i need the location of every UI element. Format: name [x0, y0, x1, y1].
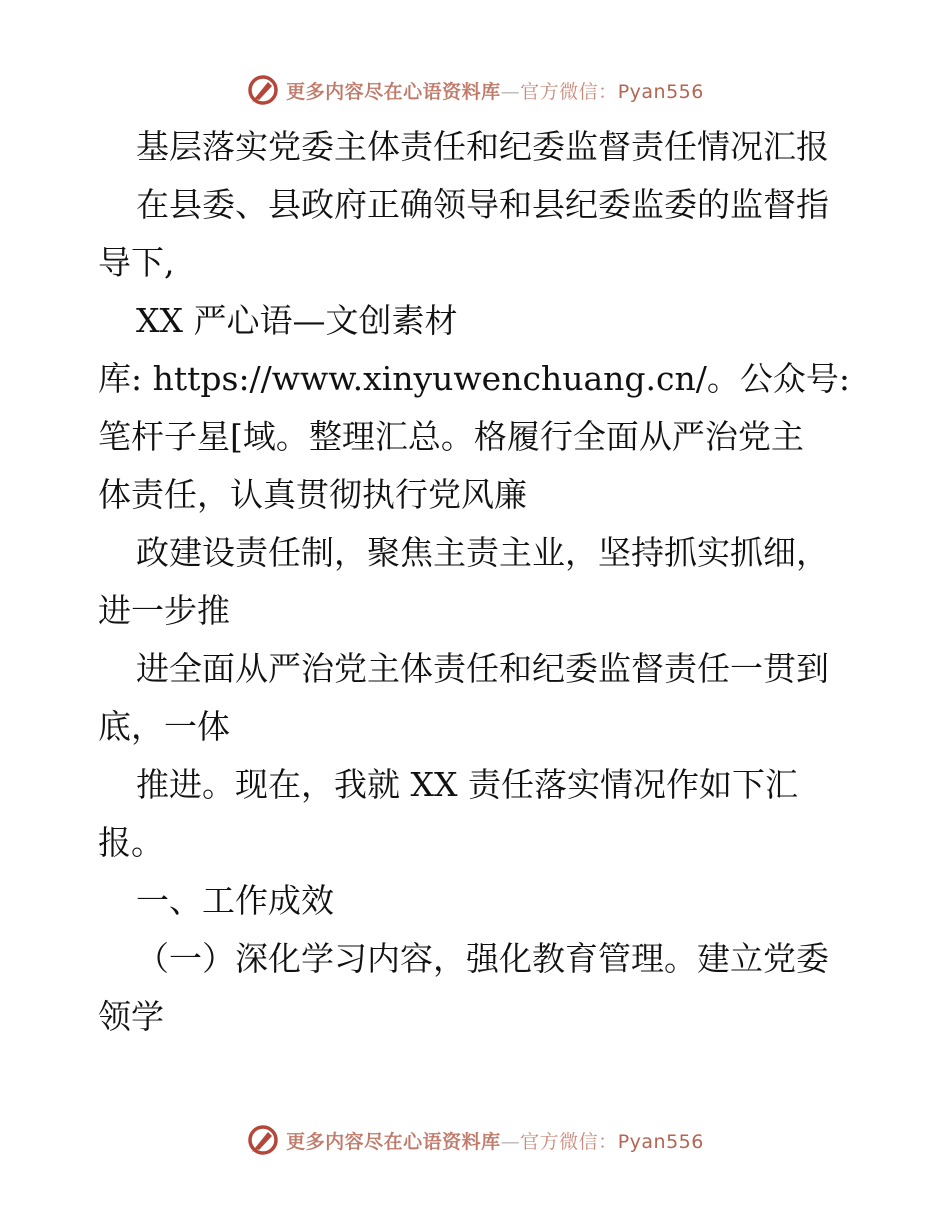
- paragraph-line: 库: https://www.xinyuwenchuang.cn/。公众号:: [98, 359, 850, 398]
- paragraph-line: 领学: [98, 997, 164, 1036]
- paragraph-line: 体责任，认真贯彻执行党风廉: [98, 475, 527, 514]
- footer-watermark: [0, 1120, 950, 1160]
- paragraph-line: 进一步推: [98, 591, 230, 630]
- watermark-suffix: 官方微信：: [520, 1130, 618, 1153]
- paragraph-line: 政建设责任制，聚焦主责主业，坚持抓实抓细，: [136, 533, 829, 572]
- paragraph-line: 报。: [98, 823, 164, 862]
- watermark-dash: —: [500, 1130, 521, 1153]
- watermark-suffix: 官方微信：: [520, 80, 618, 103]
- paragraph-line: 推进。现在，我就 XX 责任落实情况作如下汇: [136, 765, 798, 804]
- paragraph-line: 笔杆子星[域。整理汇总。格履行全面从严治党主: [98, 417, 804, 456]
- watermark-handle: Pyan556: [617, 1130, 704, 1153]
- paragraph-line: XX 严心语—文创素材: [136, 301, 458, 340]
- watermark-dash: —: [500, 80, 521, 103]
- paragraph-line: 导下,: [98, 243, 175, 282]
- watermark-main-text: 更多内容尽在心语资料库: [286, 1130, 501, 1153]
- document-body: [98, 118, 858, 1046]
- watermark-handle: Pyan556: [617, 80, 704, 103]
- watermark-main-text: 更多内容尽在心语资料库: [286, 80, 501, 103]
- section-heading: 一、工作成效: [136, 881, 334, 920]
- paragraph-line: 在县委、县政府正确领导和县纪委监委的监督指: [136, 185, 829, 224]
- pen-nib-logo-icon: [246, 73, 280, 107]
- pen-nib-logo-icon: [246, 1123, 280, 1157]
- paragraph-line: 底，一体: [98, 707, 230, 746]
- document-title: 基层落实党委主体责任和纪委监督责任情况汇报: [136, 127, 829, 166]
- paragraph-line: 进全面从严治党主体责任和纪委监督责任一贯到: [136, 649, 829, 688]
- subsection-heading: （一）深化学习内容，强化教育管理。建立党委: [136, 939, 829, 978]
- header-watermark: [0, 70, 950, 110]
